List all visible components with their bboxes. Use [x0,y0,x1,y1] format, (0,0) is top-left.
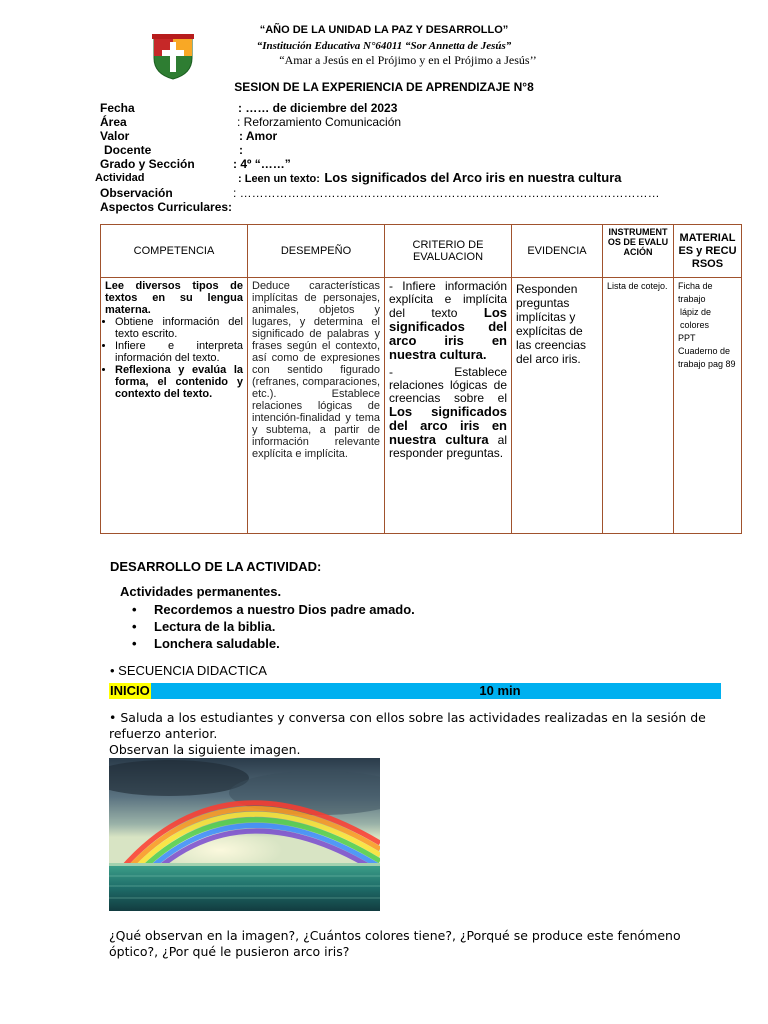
observacion-label: Observación [100,186,173,200]
criterio-1-pre: - Infiere información explícita e implícita del texto [389,279,507,320]
header-criterio: CRITERIO DE EVALUACION [385,225,512,278]
actividad-prefix: : Leen un texto: [238,173,320,185]
header-competencia: COMPETENCIA [101,225,248,278]
observacion-value: : …………………………………………………………………………………………… [233,186,660,200]
header-desempeno: DESEMPEÑO [248,225,385,278]
competencia-item: • Infiere e interpreta información del texto. [115,340,243,364]
saluda-paragraph: • Saluda a los estudiantes y conversa con ellos sobre las actividades realizadas en la sesión de refuerzo anterior. [109,710,706,741]
valor-value: : Amor [239,129,278,143]
competencia-item: • Reflexiona y evalúa la forma, el contenido y contexto del texto. [115,364,243,400]
header-materiales: MATERIALES y RECURSOS [674,225,742,278]
actividad-label: Actividad [95,172,145,184]
session-title: SESION DE LA EXPERIENCIA DE APRENDIZAJE N°8 [234,80,534,94]
fecha-label: Fecha [100,101,135,115]
competencia-list [105,316,243,400]
preguntas-paragraph: ¿Qué observan en la imagen?, ¿Cuántos colores tiene?, ¿Porqué se produce este fenómeno óptico?, ¿Por qué le pusieron arco iris? [109,928,681,959]
desempeno-cell: Deduce características implícitas de personajes, animales, objetos y lugares, y determina el significado de palabras y frases según el contexto, así como de expresiones con sentido figurado (refranes, comparaciones, etc.). Establece relaciones lógicas de intención-finalidad y tema y subtema, a partir de información relevante explícita e implícita. [248,278,385,534]
material-item: PPT [678,333,696,343]
area-label: Área [100,115,127,129]
year-line: “AÑO DE LA UNIDAD LA PAZ Y DESARROLLO” [259,24,509,36]
material-item: Cuaderno de trabajo pag 89 [678,346,736,369]
desarrollo-title: DESARROLLO DE LA ACTIVIDAD: [110,559,322,574]
table-header-row [101,225,742,278]
header-instrumentos: INSTRUMENTOS DE EVALUACIÓN [603,225,674,278]
inicio-label: INICIO [110,683,150,698]
criterio-cell [385,278,512,534]
aspectos-label: Aspectos Curriculares: [100,200,233,214]
bullet-icon: • [110,663,119,678]
materiales-cell [674,278,742,534]
header-evidencia: EVIDENCIA [512,225,603,278]
institution-name: “Institución Educativa N°64011 “Sor Annetta de Jesús” [256,40,512,52]
school-motto: “Amar a Jesús en el Prójimo y en el Prójimo a Jesús’’ [279,53,537,67]
material-item: lápiz de colores [680,307,712,330]
instrumentos-cell: Lista de cotejo. [603,278,674,534]
docente-value: : [239,143,243,157]
fecha-value: : …… de diciembre del 2023 [238,101,398,115]
actividad-title: Los significados del Arco iris en nuestra cultura [324,170,622,185]
list-item: • Recordemos a nuestro Dios padre amado. [120,601,415,618]
list-item: • Lonchera saludable. [120,635,415,652]
competencia-title: Lee diversos tipos de textos en su lengua materna. [105,280,243,316]
criterio-2-post: al responder preguntas. [389,433,507,460]
permanentes-list [120,601,415,652]
grado-value: : 4º “……” [233,157,291,171]
valor-label: Valor [100,129,130,143]
table-row [101,278,742,534]
criterio-2-bold: Los significados del arco iris en nuestra cultura [389,404,507,447]
docente-label: Docente [104,143,152,157]
list-item: • Lectura de la biblia. [120,618,415,635]
actividad-value [238,169,622,187]
material-item: Ficha de trabajo [678,281,713,304]
rainbow-image [109,758,380,911]
inicio-time: 10 min [479,683,521,698]
competencia-item: • Obtiene información del texto escrito. [115,316,243,340]
inicio-bar [109,683,721,699]
permanentes-title: Actividades permanentes. [120,584,282,599]
grado-label: Grado y Sección [100,157,195,171]
secuencia-label: SECUENCIA DIDACTICA [118,663,267,678]
evidencia-cell: Responden preguntas implícitas y explícitas de las creencias del arco iris. [512,278,603,534]
competencia-cell [101,278,248,534]
criterio-2-pre: - Establece relaciones lógicas de creencias sobre el [389,365,507,405]
observan-line: Observan la siguiente imagen. [109,742,301,757]
criterio-1-bold: Los significados del arco iris en nuestra cultura. [389,305,507,362]
secuencia-heading [110,663,267,678]
curricular-table [100,224,742,534]
area-value: : Reforzamiento Comunicación [237,115,402,129]
